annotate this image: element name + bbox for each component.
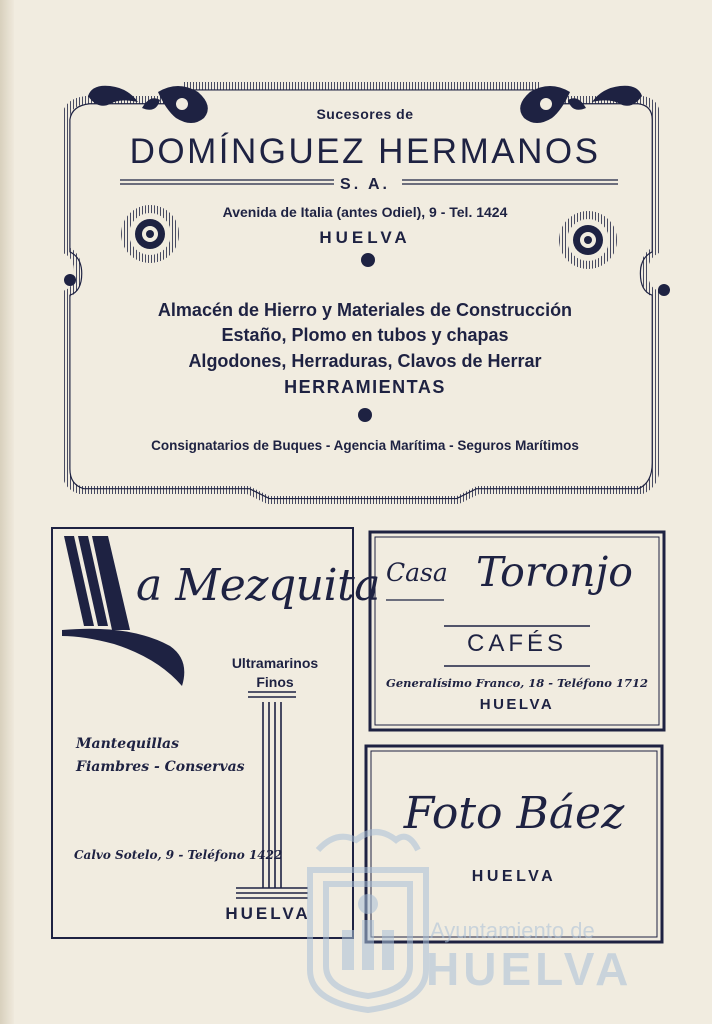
legal-form: S. A. [340,176,390,193]
toronjo-address: Generalísimo Franco, 18 - Teléfono 1712 [386,676,648,690]
toronjo-name: Toronjo [476,548,633,596]
toronjo-city: HUELVA [479,696,555,713]
company-address: Avenida de Italia (antes Odiel), 9 - Tel. 1424 [222,204,508,220]
ayuntamiento-watermark [296,820,696,1020]
company-services: Consignatarios de Buques - Agencia Marítima - Seguros Marítimos [151,438,579,453]
ad-prefix: Sucesores de [316,106,414,122]
product-line-2: Estaño, Plomo en tubos y chapas [221,325,509,345]
side-dot-right [658,284,670,296]
foto-city: HUELVA [471,868,557,885]
company-name: DOMÍNGUEZ HERMANOS [129,132,601,171]
ad-casa-toronjo [368,530,666,732]
toronjo-product: CAFÉS [466,630,567,657]
watermark-line-2: HUELVA [426,943,633,995]
mezquita-products-line-1: Mantequillas [76,736,179,752]
product-line-3: Algodones, Herraduras, Clavos de Herrar [188,351,542,371]
center-dot-upper [361,253,375,267]
mezquita-subtitle-line-2: Finos [256,674,294,690]
mezquita-products [76,733,245,779]
center-dot-lower [358,408,372,422]
product-line-1: Almacén de Hierro y Materiales de Construcción [157,300,573,320]
mezquita-address: Calvo Sotelo, 9 - Teléfono 1422 [74,848,283,862]
foto-name: Foto Báez [403,788,625,839]
mezquita-subtitle [200,654,350,692]
company-city: HUELVA [319,228,411,247]
product-tools: HERRAMIENTAS [284,377,446,397]
mezquita-city: HUELVA [225,904,311,923]
mezquita-subtitle-line-1: Ultramarinos [231,655,319,671]
mezquita-name: a Mezquita [136,560,380,611]
side-dot-left [64,274,76,286]
watermark-line-1: Ayuntamiento de [430,918,595,943]
page-spine-shadow [0,0,14,1024]
mezquita-products-line-2: Fiambres - Conservas [76,759,245,775]
ad-dominguez-hermanos [58,80,672,508]
toronjo-prefix: Casa [386,558,448,587]
letter-l-logo [62,536,184,686]
